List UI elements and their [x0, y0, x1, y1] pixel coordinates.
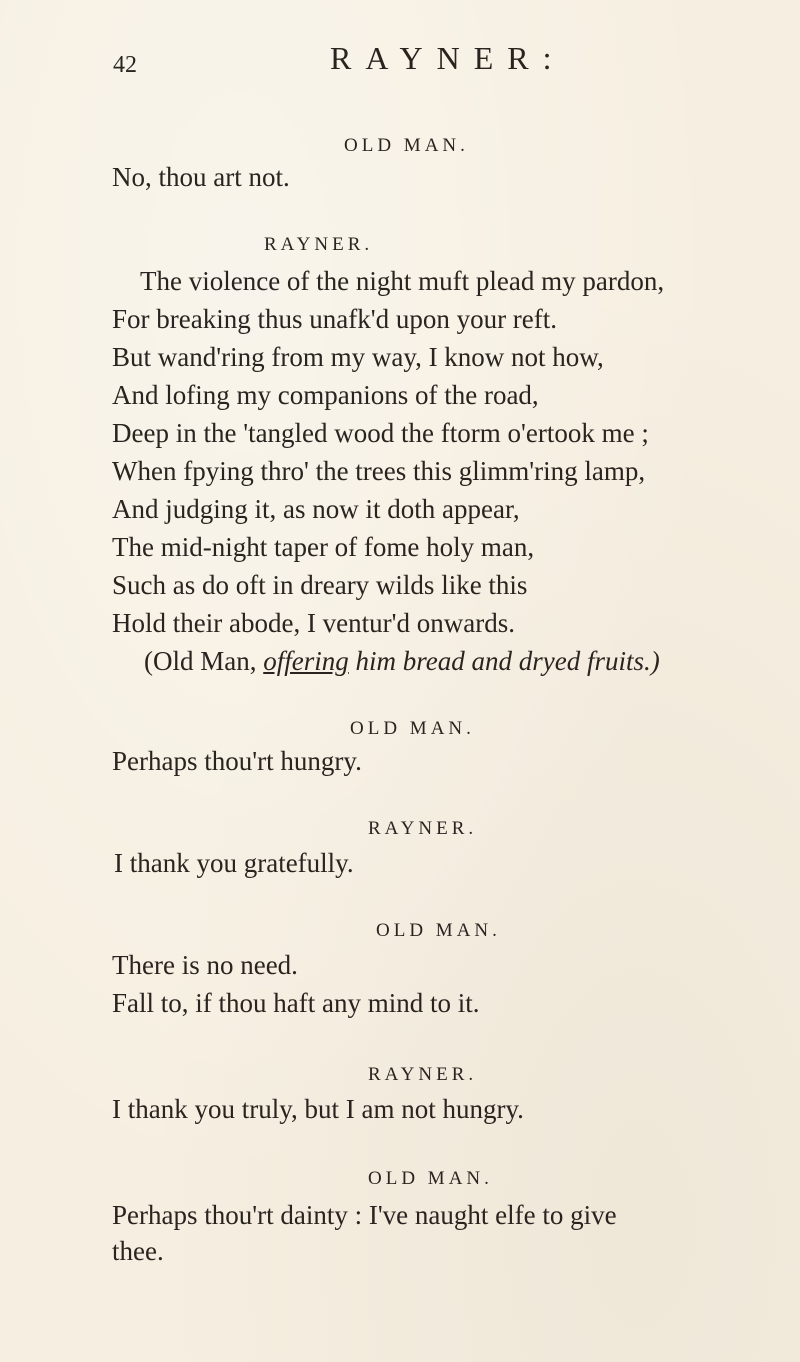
speaker-label: OLD MAN. — [344, 135, 469, 156]
stage-direction-open: (Old Man, — [144, 646, 264, 676]
speaker-label: OLD MAN. — [376, 920, 501, 941]
dialogue-line: I thank you gratefully. — [114, 848, 354, 878]
book-title: RAYNER: — [330, 40, 566, 76]
stage-direction-underlined: offering — [263, 646, 349, 676]
dialogue-line: Perhaps thou'rt hungry. — [112, 746, 362, 776]
dialogue-line: When fpying thro' the trees this glimm'ring lamp, — [112, 456, 646, 486]
dialogue-line: And judging it, as now it doth appear, — [112, 494, 520, 524]
dialogue-line: And lofing my companions of the road, — [112, 380, 539, 410]
running-head — [0, 40, 800, 80]
dialogue-line: Fall to, if thou haft any mind to it. — [112, 988, 480, 1018]
dialogue-line: The mid-night taper of fome holy man, — [112, 532, 535, 562]
page-number: 42 — [113, 52, 137, 78]
dialogue-line: There is no need. — [112, 950, 298, 980]
speaker-label: RAYNER. — [368, 1064, 478, 1085]
dialogue-line: But wand'ring from my way, I know not how, — [112, 342, 604, 372]
dialogue-line: No, thou art not. — [112, 162, 290, 192]
speaker-label: RAYNER. — [368, 818, 478, 839]
stage-direction — [144, 646, 660, 677]
dialogue-line: The violence of the night muft plead my pardon, — [140, 266, 665, 296]
stage-direction-rest: him bread and dryed fruits.) — [348, 646, 660, 676]
dialogue-line: For breaking thus unafk'd upon your reft. — [112, 304, 558, 334]
dialogue-line: Perhaps thou'rt dainty : I've naught elfe to give — [112, 1200, 617, 1230]
dialogue-line: Such as do oft in dreary wilds like this — [112, 570, 528, 600]
speaker-label: RAYNER. — [264, 234, 374, 255]
speaker-label: OLD MAN. — [350, 718, 475, 739]
dialogue-line: I thank you truly, but I am not hungry. — [112, 1094, 524, 1124]
dialogue-line: Hold their abode, I ventur'd onwards. — [112, 608, 516, 638]
dialogue-line: thee. — [112, 1236, 164, 1266]
dialogue-line: Deep in the 'tangled wood the ftorm o'ertook me ; — [112, 418, 649, 448]
speaker-label: OLD MAN. — [368, 1168, 493, 1189]
